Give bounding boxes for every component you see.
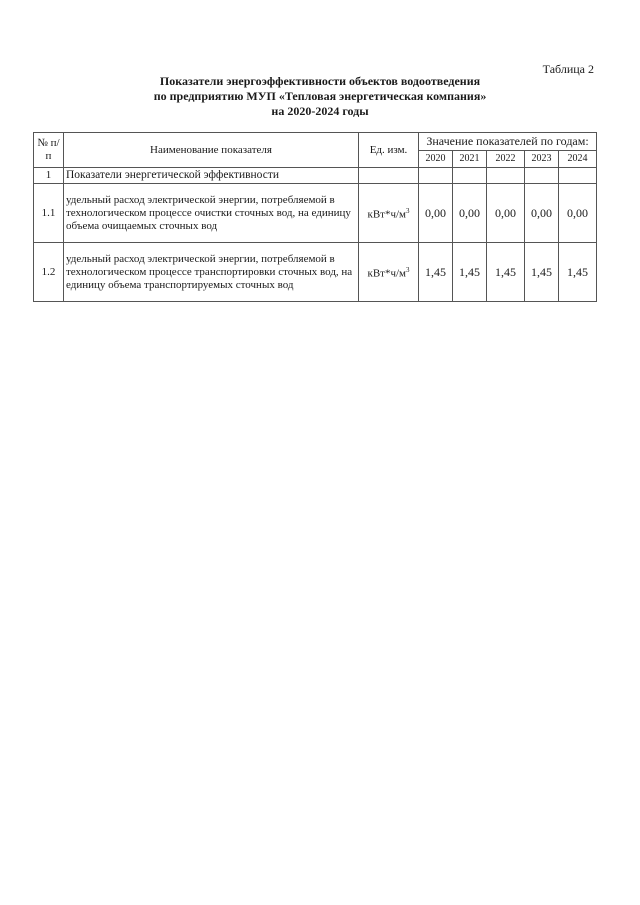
row-unit: [359, 184, 419, 243]
row-num: 1.1: [34, 184, 64, 243]
title-line-2: по предприятию МУП «Тепловая энергетическая компания»: [153, 89, 487, 103]
header-unit: Ед. изм.: [359, 133, 419, 168]
unit-base: кВт*ч/м: [367, 267, 407, 280]
row-value-2022: 1,45: [487, 243, 525, 302]
row-num: 1.2: [34, 243, 64, 302]
row-value-2024: 1,45: [559, 243, 597, 302]
table-row: [34, 184, 597, 243]
header-row: [34, 133, 597, 151]
row-value-2020: 0,00: [419, 184, 453, 243]
section-empty-value: [559, 168, 597, 184]
header-year-2021: 2021: [453, 150, 487, 168]
section-name: Показатели энергетической эффективности: [64, 168, 359, 184]
section-empty-unit: [359, 168, 419, 184]
row-value-2021: 0,00: [453, 184, 487, 243]
title-line-3: на 2020-2024 годы: [271, 104, 369, 118]
unit-superscript: 3: [406, 206, 410, 215]
header-num: № п/п: [34, 133, 64, 168]
header-year-2024: 2024: [559, 150, 597, 168]
section-empty-value: [453, 168, 487, 184]
section-empty-value: [419, 168, 453, 184]
header-values-group: Значение показателей по годам:: [419, 133, 597, 151]
row-value-2022: 0,00: [487, 184, 525, 243]
unit-base: кВт*ч/м: [367, 208, 407, 221]
header-year-2023: 2023: [525, 150, 559, 168]
header-year-2020: 2020: [419, 150, 453, 168]
row-name: удельный расход электрической энергии, потребляемой в технологическом процессе очистки сточных вод, на единицу объема очищаемых сточных вод: [64, 184, 359, 243]
table-row: [34, 243, 597, 302]
row-name: удельный расход электрической энергии, потребляемой в технологическом процессе транспортировки сточных вод, на единицу объема транспортируемых сточных вод: [64, 243, 359, 302]
header-year-2022: 2022: [487, 150, 525, 168]
row-value-2021: 1,45: [453, 243, 487, 302]
section-num: 1: [34, 168, 64, 184]
row-unit: [359, 243, 419, 302]
section-empty-value: [525, 168, 559, 184]
section-row: [34, 168, 597, 184]
indicators-table: [33, 132, 597, 302]
table-caption: Таблица 2: [542, 62, 594, 76]
header-name: Наименование показателя: [64, 133, 359, 168]
row-value-2024: 0,00: [559, 184, 597, 243]
row-value-2023: 1,45: [525, 243, 559, 302]
document-title: [0, 74, 640, 119]
title-line-1: Показатели энергоэффективности объектов водоотведения: [159, 74, 481, 88]
section-empty-value: [487, 168, 525, 184]
row-value-2020: 1,45: [419, 243, 453, 302]
unit-superscript: 3: [406, 265, 410, 274]
row-value-2023: 0,00: [525, 184, 559, 243]
